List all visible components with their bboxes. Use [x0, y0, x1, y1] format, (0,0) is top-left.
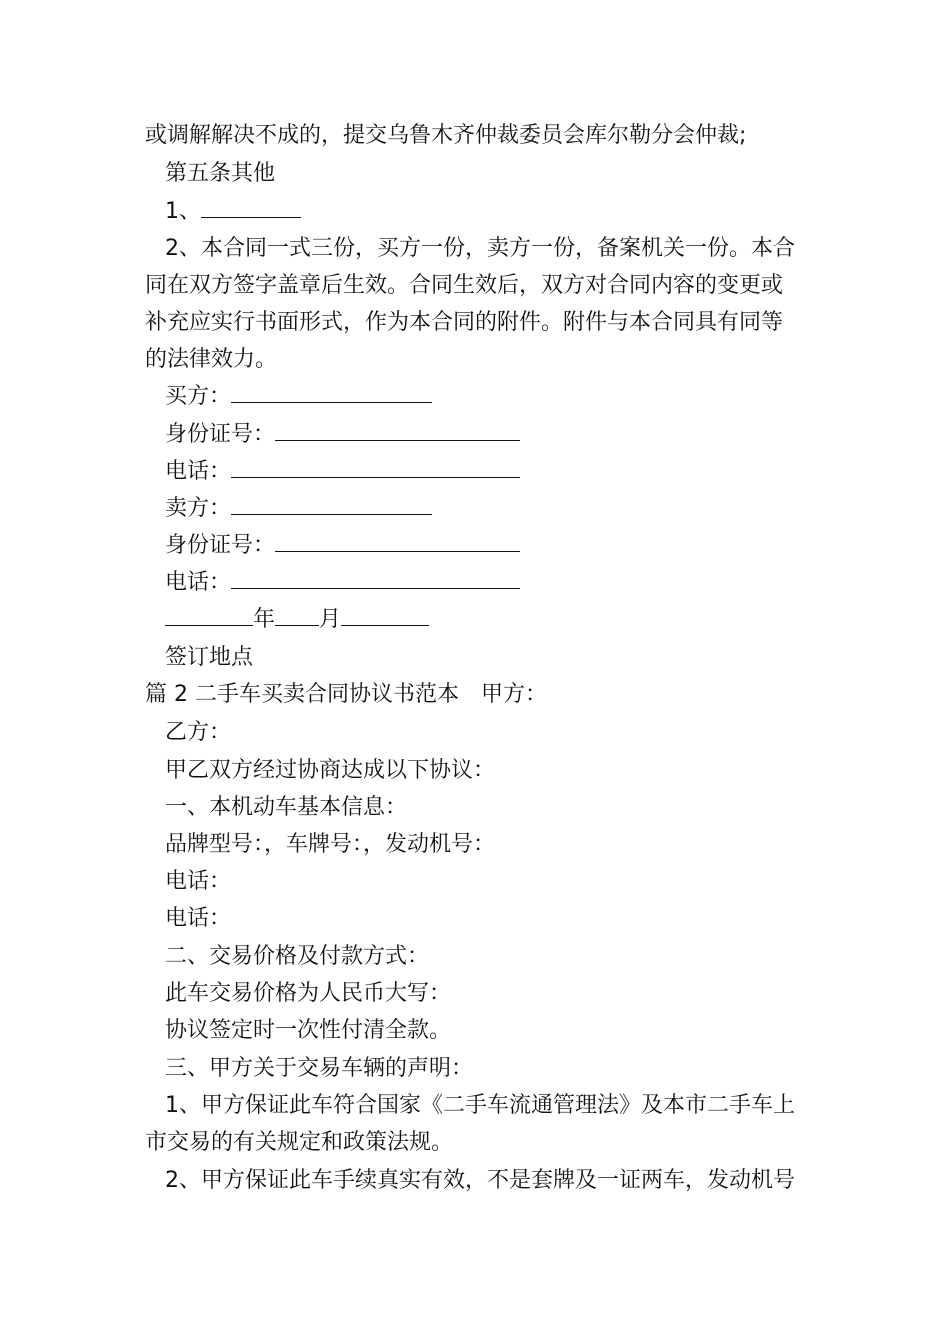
- paragraph-line: 1、甲方保证此车符合国家《二手车流通管理法》及本市二手车上: [165, 1093, 795, 1118]
- paragraph-line: 市交易的有关规定和政策法规。: [145, 1130, 454, 1155]
- signing-place: 签订地点: [165, 645, 254, 670]
- paragraph-line: 三、甲方关于交易车辆的声明：: [165, 1056, 474, 1081]
- blank-field: [201, 197, 301, 218]
- paragraph-line: 协议签定时一次性付清全款。: [165, 1018, 452, 1043]
- month-label: 月: [319, 607, 342, 632]
- seller-label: 卖方：: [165, 496, 232, 521]
- paragraph-line: 补充应实行书面形式，作为本合同的附件。附件与本合同具有同等: [145, 310, 784, 335]
- item-number: 1、: [165, 199, 201, 224]
- paragraph-line: 电话：: [165, 906, 232, 931]
- blank-field: [231, 494, 432, 515]
- seller-phone-line: [165, 566, 835, 600]
- blank-field: [275, 605, 319, 626]
- buyer-phone-line: [165, 455, 835, 489]
- blank-field: [231, 568, 520, 589]
- id-label: 身份证号：: [165, 422, 276, 447]
- paragraph-line: 一、本机动车基本信息：: [165, 795, 408, 820]
- paragraph-line: 或调解解决不成的，提交乌鲁木齐仲裁委员会库尔勒分会仲裁;: [145, 123, 747, 148]
- section-heading: 第五条其他: [165, 161, 276, 186]
- buyer-label: 买方：: [165, 384, 232, 409]
- paragraph-line: 电话：: [165, 869, 232, 894]
- paragraph-line: 品牌型号：，车牌号：，发动机号：: [165, 832, 496, 857]
- paragraph-line: 2、本合同一式三份，买方一份，卖方一份，备案机关一份。本合: [165, 236, 795, 261]
- blank-field: [275, 531, 520, 552]
- paragraph-line: 同在双方签字盖章后生效。合同生效后，双方对合同内容的变更或: [145, 273, 784, 298]
- blank-field: [341, 605, 429, 626]
- id-label: 身份证号：: [165, 533, 276, 558]
- list-item: [165, 195, 835, 229]
- paragraph-line: 2、甲方保证此车手续真实有效，不是套牌及一证两车，发动机号: [165, 1168, 795, 1193]
- blank-field: [231, 382, 432, 403]
- paragraph-line: 乙方：: [165, 720, 232, 745]
- section-title: 篇 2 二手车买卖合同协议书范本 甲方：: [145, 682, 547, 707]
- paragraph-line: 二、交易价格及付款方式：: [165, 944, 430, 969]
- blank-field: [275, 420, 520, 441]
- seller-id-line: [165, 529, 835, 563]
- paragraph-line: 甲乙双方经过协商达成以下协议：: [165, 758, 496, 783]
- blank-field: [165, 605, 253, 626]
- date-line: [165, 603, 835, 637]
- paragraph-line: 此车交易价格为人民币大写：: [165, 981, 452, 1006]
- year-label: 年: [253, 607, 276, 632]
- seller-signature-line: [165, 492, 835, 526]
- phone-label: 电话：: [165, 570, 232, 595]
- buyer-id-line: [165, 418, 835, 452]
- blank-field: [231, 457, 520, 478]
- buyer-signature-line: [165, 380, 835, 414]
- paragraph-line: 的法律效力。: [145, 347, 278, 372]
- phone-label: 电话：: [165, 459, 232, 484]
